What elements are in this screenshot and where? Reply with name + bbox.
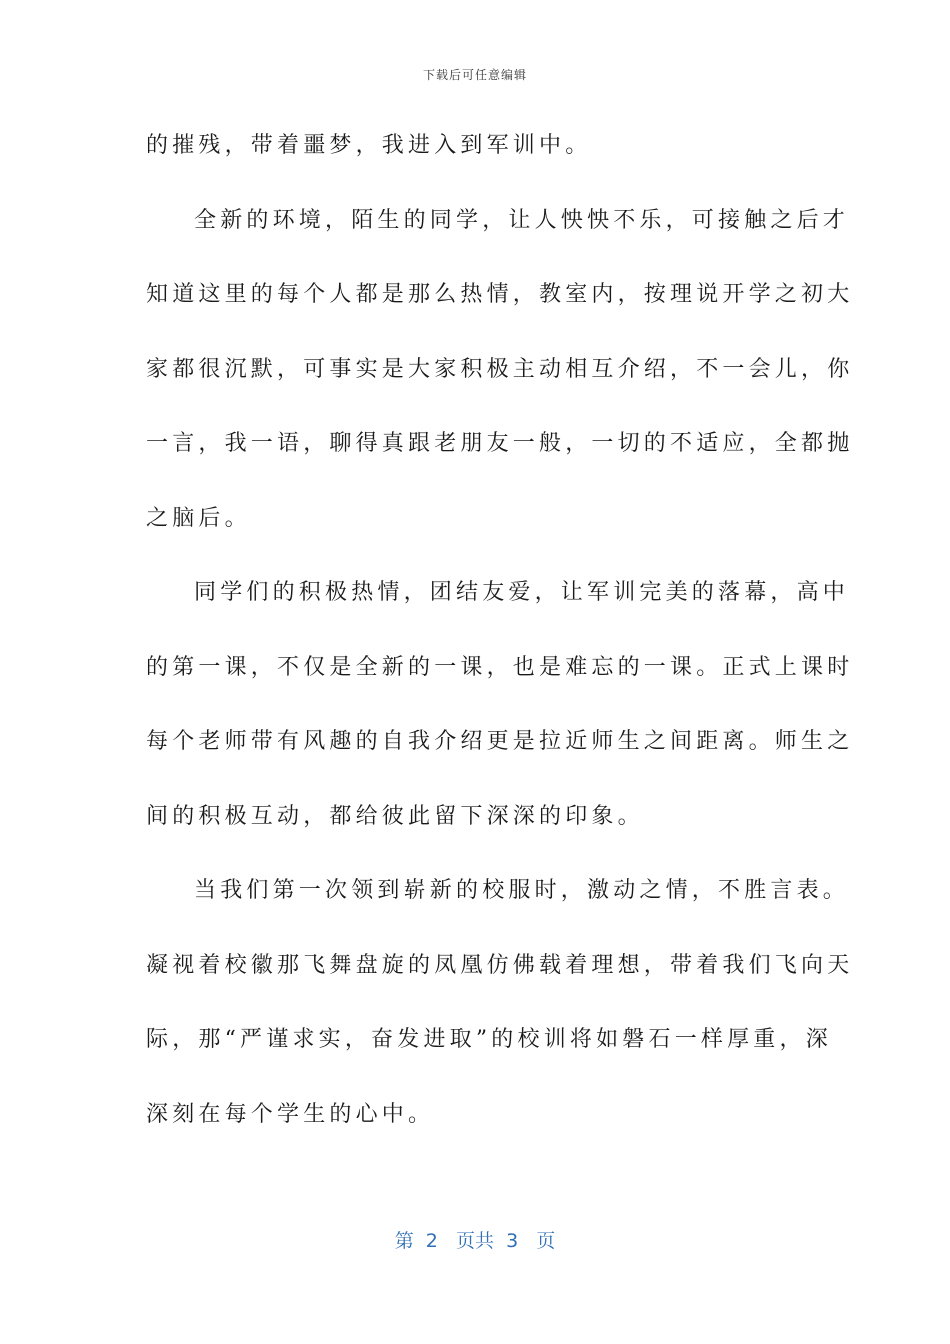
text-line: 凝视着校徽那飞舞盘旋的凤凰仿佛载着理想，带着我们飞向天 [146,952,854,978]
text-line: 际，那“严谨求实，奋发进取”的校训将如磐石一样厚重，深 [146,1027,832,1052]
text-line: 知道这里的每个人都是那么热情，教室内，按理说开学之初大 [146,282,854,307]
text-line: 间的积极互动，都给彼此留下深深的印象。 [146,803,644,829]
paragraph-first-line: 全新的环境，陌生的同学，让人怏怏不乐，可接触之后才 [194,207,850,233]
page-number-footer: 第 2 页共 3 页 [394,1230,556,1252]
text-line: 的第一课，不仅是全新的一课，也是难忘的一课。正式上课时 [146,654,854,680]
text-line: 每个老师带有风趣的自我介绍更是拉近师生之间距离。师生之 [146,729,854,754]
text-line: 的摧残，带着噩梦，我进入到军训中。 [146,133,592,158]
paragraph-first-line: 同学们的积极热情，团结友爱，让军训完美的落幕，高中 [194,580,850,605]
page-header-note: 下载后可任意编辑 [422,68,527,82]
document-body [146,123,854,1166]
text-line: 深刻在每个学生的心中。 [146,1101,435,1127]
text-line: 家都很沉默，可事实是大家积极主动相互介绍，不一会儿，你 [146,356,854,382]
paragraph-first-line: 当我们第一次领到崭新的校服时，激动之情，不胜言表。 [194,878,850,903]
text-line: 之脑后。 [146,505,251,531]
text-line: 一言，我一语，聊得真跟老朋友一般，一切的不适应，全都抛 [146,431,854,456]
